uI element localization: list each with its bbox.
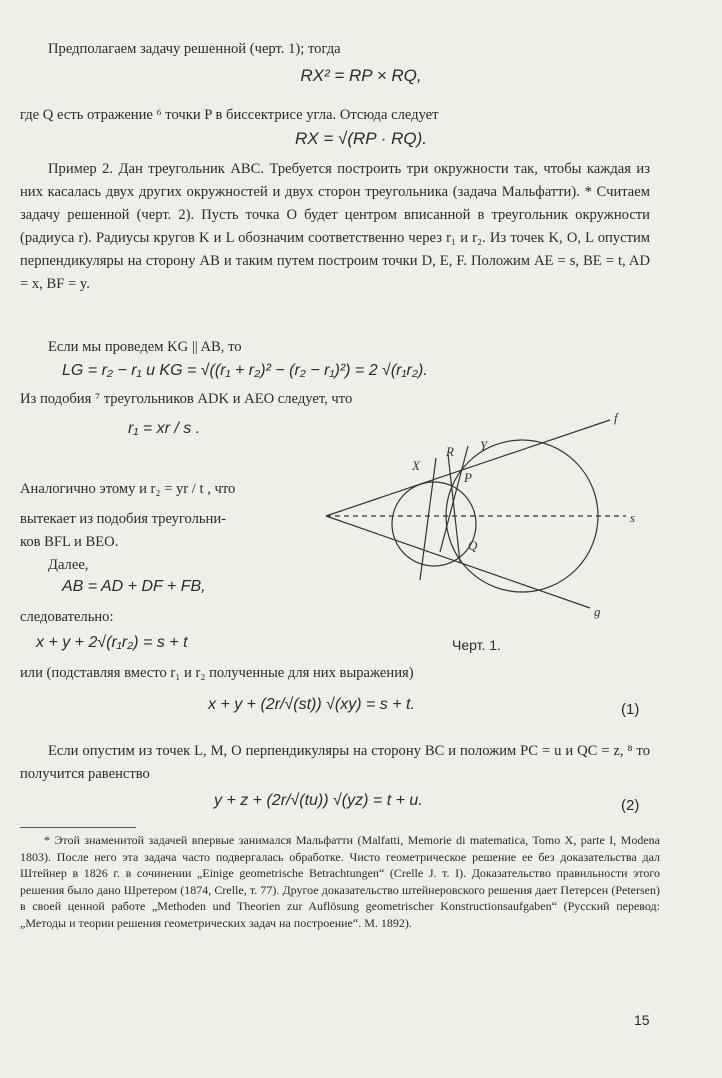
label-q: Q — [468, 538, 478, 553]
therefore-line: следовательно: — [20, 609, 114, 625]
label-g: g — [594, 604, 601, 619]
label-r: R — [446, 444, 454, 459]
line-xq — [420, 458, 436, 580]
label-f: f — [614, 412, 618, 425]
label-s: s — [630, 510, 636, 525]
substitution-line: или (подставляя вместо r₁ и r₂ полученные для них выражения) — [20, 665, 414, 681]
analog-line-3: ков BFL и BEO. — [20, 534, 119, 550]
equation-rx: RX = √(RP · RQ). — [295, 129, 427, 148]
analog-line-1: Аналогично этому и r₂ = yr / t , что — [20, 481, 236, 497]
line-rp — [448, 454, 460, 562]
large-circle — [446, 440, 598, 592]
label-x: X — [412, 458, 420, 473]
footnote-malfatti: * Этой знаменитой задачей впервые занимался Мальфатти (Malfatti, Memorie di matematica, Tomo X, parte I, Modena 1803). После него эта задача часто подвергалась обработке. Чисто геометрическое решение ее без доказательства дал Штейнер в 1826 г. в сочинении „Einige geometrische Betrachtungen“ (Crelle J. т. I). Доказательство правильности этого решения было дано Шретером (1874, Crelle, т. 77). Другое доказательство штейнеровского решения дает Петерсен (Petersen) в своей ценной работе „Methoden und Theorien zur Auflösung geometrischer Konstructionsaufgaben“ (Русский перевод: „Методы и теории решения геометрических задач на построение“. М. 1892). — [20, 833, 660, 930]
figure-caption: Черт. 1. — [452, 637, 501, 653]
intro-line: Предполагаем задачу решенной (черт. 1); тогда — [48, 41, 341, 57]
equation-rx-squared: RX² = RP × RQ, — [300, 66, 422, 85]
footnote-divider — [20, 827, 136, 828]
further-line: Далее, — [48, 557, 89, 573]
equation-ab: AB = AD + DF + FB, — [62, 578, 206, 595]
similarity-line: Из подобия ⁷ треугольников ADK и AEO следует, что — [20, 391, 353, 407]
figure-1-diagram — [318, 412, 648, 632]
equation-2: y + z + (2r/√(tu)) √(yz) = t + u. — [214, 792, 423, 809]
equation-r1: r₁ = xr / s . — [128, 420, 201, 437]
label-p: P — [464, 470, 472, 485]
label-y: Y — [480, 438, 488, 453]
kg-parallel-line: Если мы проведем KG || AB, то — [48, 339, 242, 355]
example-2-paragraph: Пример 2. Дан треугольник ABC. Требуется построить три окружности так, чтобы каждая из них касалась двух других окружностей и двух сторон треугольника (задача Мальфатти). * Считаем задачу решенной (черт. 2). Пусть точка O будет центром вписанной в треугольник окружности (радиуса r). Радиусы кругов K и L обозначим соответственно через r₁ и r₂. Из точек K, O, L опустим перпендикуляры на сторону AB и таким путем построим точки D, E, F. Положим AE = s, BE = t, AD = x, BF = y. — [20, 161, 650, 292]
equation-1: x + y + (2r/√(st)) √(xy) = s + t. — [208, 696, 415, 713]
analog-line-2: вытекает из подобия треугольни- — [20, 511, 227, 527]
equation-sum: x + y + 2√(r₁r₂) = s + t — [36, 634, 188, 651]
page-number: 15 — [634, 1012, 650, 1028]
line-g — [326, 516, 590, 608]
equation-lg-kg: LG = r₂ − r₁ и KG = √((r₁ + r₂)² − (r₂ − r₁)²) = 2 √(r₁r₂). — [62, 362, 428, 379]
equation-1-number: (1) — [621, 701, 640, 718]
reflection-line: где Q есть отражение ⁶ точки P в биссектрисе угла. Отсюда следует — [20, 107, 439, 123]
line-y — [440, 446, 468, 552]
equation-2-number: (2) — [621, 797, 640, 814]
line-f — [326, 420, 610, 516]
perpendicular-paragraph: Если опустим из точек L, M, O перпендикуляры на сторону BC и положим PC = u и QC = z, ⁸ то получится равенство — [20, 743, 650, 782]
